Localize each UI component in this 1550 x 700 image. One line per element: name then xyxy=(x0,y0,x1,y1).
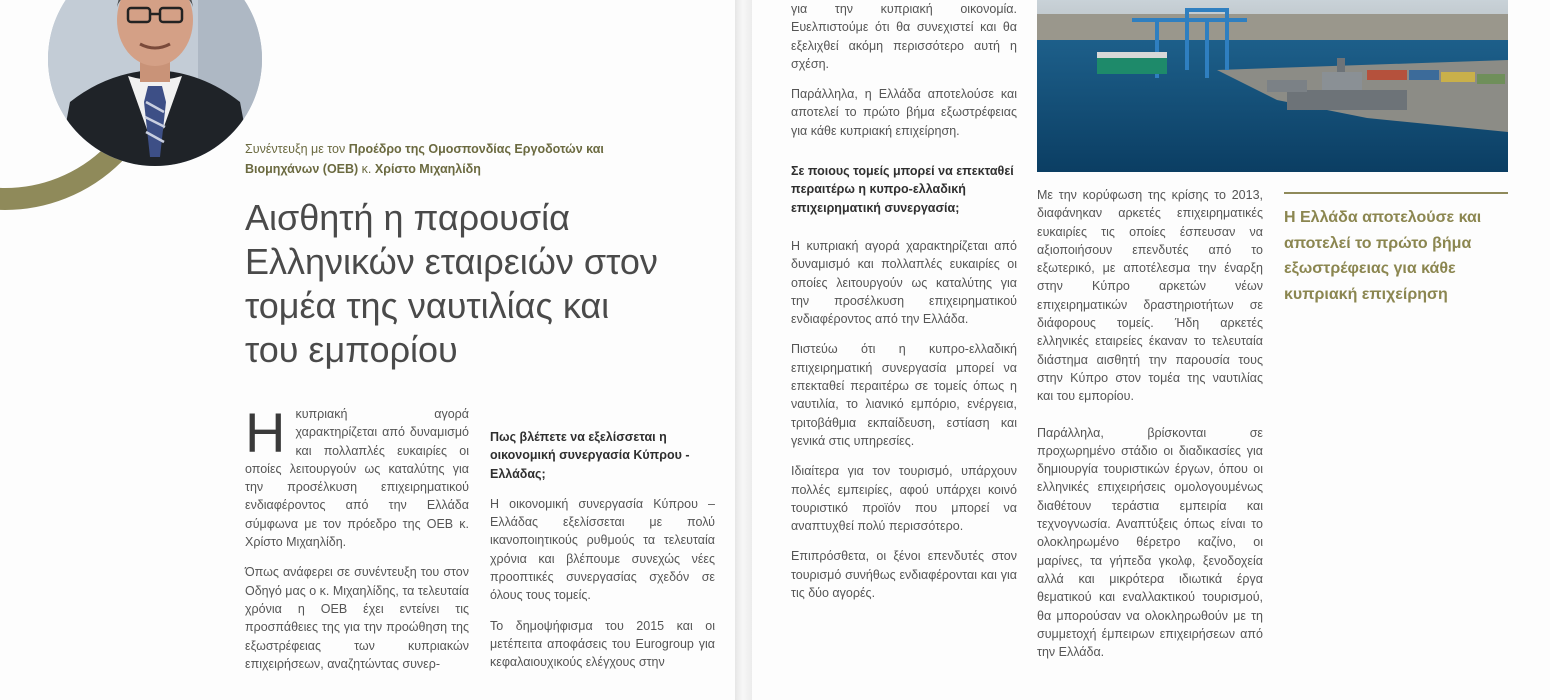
headline-line-1: Αισθητή η παρουσία xyxy=(245,197,570,238)
interview-question: Σε ποιους τομείς μπορεί να επεκταθεί περαιτέρω η κυπρο-ελλαδική επιχειρηματική συνεργασία; xyxy=(791,164,1014,215)
text-column-2 xyxy=(490,428,715,684)
kicker-prefix: Συνέντευξη με τον xyxy=(245,142,346,156)
paragraph: Η κυπριακή αγορά χαρακτηρίζεται από δυναμισμό και πολλαπλές ευκαιρίες οι οποίες λειτουργούν ως καταλύτης για την προσέλκυση επιχειρηματικού ενδιαφέροντος από την Ελλάδα. xyxy=(791,238,1017,327)
kicker-honorific: κ. xyxy=(358,162,375,176)
page-gutter xyxy=(735,0,752,700)
text-column-1 xyxy=(245,401,469,685)
paragraph: για την κυπριακή οικονομία. Ευελπιστούμε ότι θα συνεχιστεί και θα εξελιχθεί ακόμη περισσότερο αυτή η σχέση. xyxy=(791,2,1017,71)
article-headline xyxy=(245,196,725,372)
headline-line-3: τομέα της ναυτιλίας και xyxy=(245,285,610,326)
pullquote-rule xyxy=(1284,192,1508,194)
paragraph: Παράλληλα, η Ελλάδα αποτελούσε και αποτελεί το πρώτο βήμα εξωστρέφειας για κάθε κυπριακή επιχείρηση. xyxy=(791,87,1017,138)
drop-cap: Η xyxy=(245,401,286,464)
paragraph: Το δημοψήφισμα του 2015 και οι μετέπειτα αποφάσεις του Eurogroup για κεφαλαιουχικούς ελέγχους στην xyxy=(490,618,715,670)
intro-paragraph xyxy=(245,401,469,551)
headline-line-4: του εμπορίου xyxy=(245,329,458,370)
kicker-org: Προέδρο της Ομοσπονδίας Εργοδοτών και xyxy=(348,142,604,156)
paragraph: Παράλληλα, βρίσκονται σε προχωρημένο στάδιο οι διαδικασίες για δημιουργία τουριστικών έργων, όπου οι ελληνικές επιχειρήσεις ομολογουμένως διαθέτουν τεράστια εμπειρία και τεχνογνωσία. Αναπτύξεις όπως είναι το ολοκληρωμένο θέρετρο καζίνο, οι μαρίνες, τα γήπεδα γκολφ, ξενοδοχεία αλλά και μικρότερα ιδιωτικά έργα θεματικού και εναλλακτικού τουρισμού, θα μπορούσαν να ολοκληρωθούν με τη συμμετοχή έμπειρων επιχειρήσεων από την Ελλάδα. xyxy=(1037,425,1263,660)
port-photo xyxy=(1037,0,1508,172)
paragraph: Όπως ανάφερει σε συνέντευξη του στον Οδηγό μας ο κ. Μιχαηλίδης, τα τελευταία χρόνια η ΟΕΒ έχει εντείνει τις προσπάθειες της για την προώθηση της εξωστρέφειας των κυπριακών επιχειρήσεων, αναζητώντας συνερ- xyxy=(245,565,469,671)
paragraph: Επιπρόσθετα, οι ξένοι επενδυτές στον τουρισμό συνήθως ενδιαφέρονται και για τις δύο αγορές. xyxy=(791,549,1017,601)
paragraph: Η οικονομική συνεργασία Κύπρου – Ελλάδας εξελίσσεται με πολύ ικανοποιητικούς ρυθμούς τα τελευταία χρόνια και βλέπουμε συνεχώς νέες προοπτικές συνεργασίας σχεδόν σε όλους τους τομείς. xyxy=(490,496,715,603)
pullquote: Η Ελλάδα αποτελούσε και αποτελεί το πρώτο βήμα εξωστρέφειας για κάθε κυπριακή επιχείρηση xyxy=(1284,209,1482,303)
paragraph: Με την κορύφωση της κρίσης το 2013, διαφάνηκαν αρκετές επιχειρηματικές ευκαιρίες τις οποίες έσπευσαν να αξιοποιήσουν επενδυτές από το εξωτερικό, με αποτέλεσμα την έναρξη στην Κύπρο αρκετών νέων επιχειρηματικών δραστηριοτήτων σε διάφορους τομείς. Ήδη αρκετές ελληνικές εταιρείες έκαναν το τελευταία διάστημα αισθητή την παρουσία τους στην Κύπρο στον τομέα της ναυτιλίας και του εμπορίου. xyxy=(1037,188,1263,404)
interview-kicker xyxy=(245,139,675,179)
interview-question: Πως βλέπετε να εξελίσσεται η οικονομική συνεργασία Κύπρου - Ελλάδας; xyxy=(490,430,690,481)
paragraph: Ιδιαίτερα για τον τουρισμό, υπάρχουν πολλές εμπειρίες, αφού υπάρχει κοινό τουριστικό προϊόν που μπορεί να αναπτυχθεί πολύ περισσότερο. xyxy=(791,464,1017,534)
headline-line-2: Ελληνικών εταιρειών στον xyxy=(245,241,658,282)
paragraph: Πιστεύω ότι η κυπρο-ελλαδική επιχειρηματική συνεργασία μπορεί να επεκταθεί περαιτέρω σε τομείς όπως η ναυτιλία, το λιανικό εμπόριο, ενέργεια, τριτοβάθμια εκπαίδευση, εστίαση και γενικά στις υπηρεσίες. xyxy=(791,342,1017,448)
port-illustration xyxy=(1037,0,1508,172)
kicker-org-abbr: Βιομηχάνων (ΟΕΒ) xyxy=(245,162,359,176)
text-column-3 xyxy=(791,0,1017,614)
left-page xyxy=(0,0,735,700)
intro-text: κυπριακή αγορά χαρακτηρίζεται από δυναμισμό και πολλαπλές ευκαιρίες οι οποίες λειτουργούν ως καταλύτης για την προσέλκυση επιχειρηματικού ενδιαφέροντος από την Ελλάδα σύμφωνα με τον πρόεδρο της ΟΕΒ κ. Χρίστο Μιχαηλίδη. xyxy=(245,407,469,550)
text-column-4 xyxy=(1037,186,1263,673)
kicker-person: Χρίστο Μιχαηλίδη xyxy=(374,162,481,176)
